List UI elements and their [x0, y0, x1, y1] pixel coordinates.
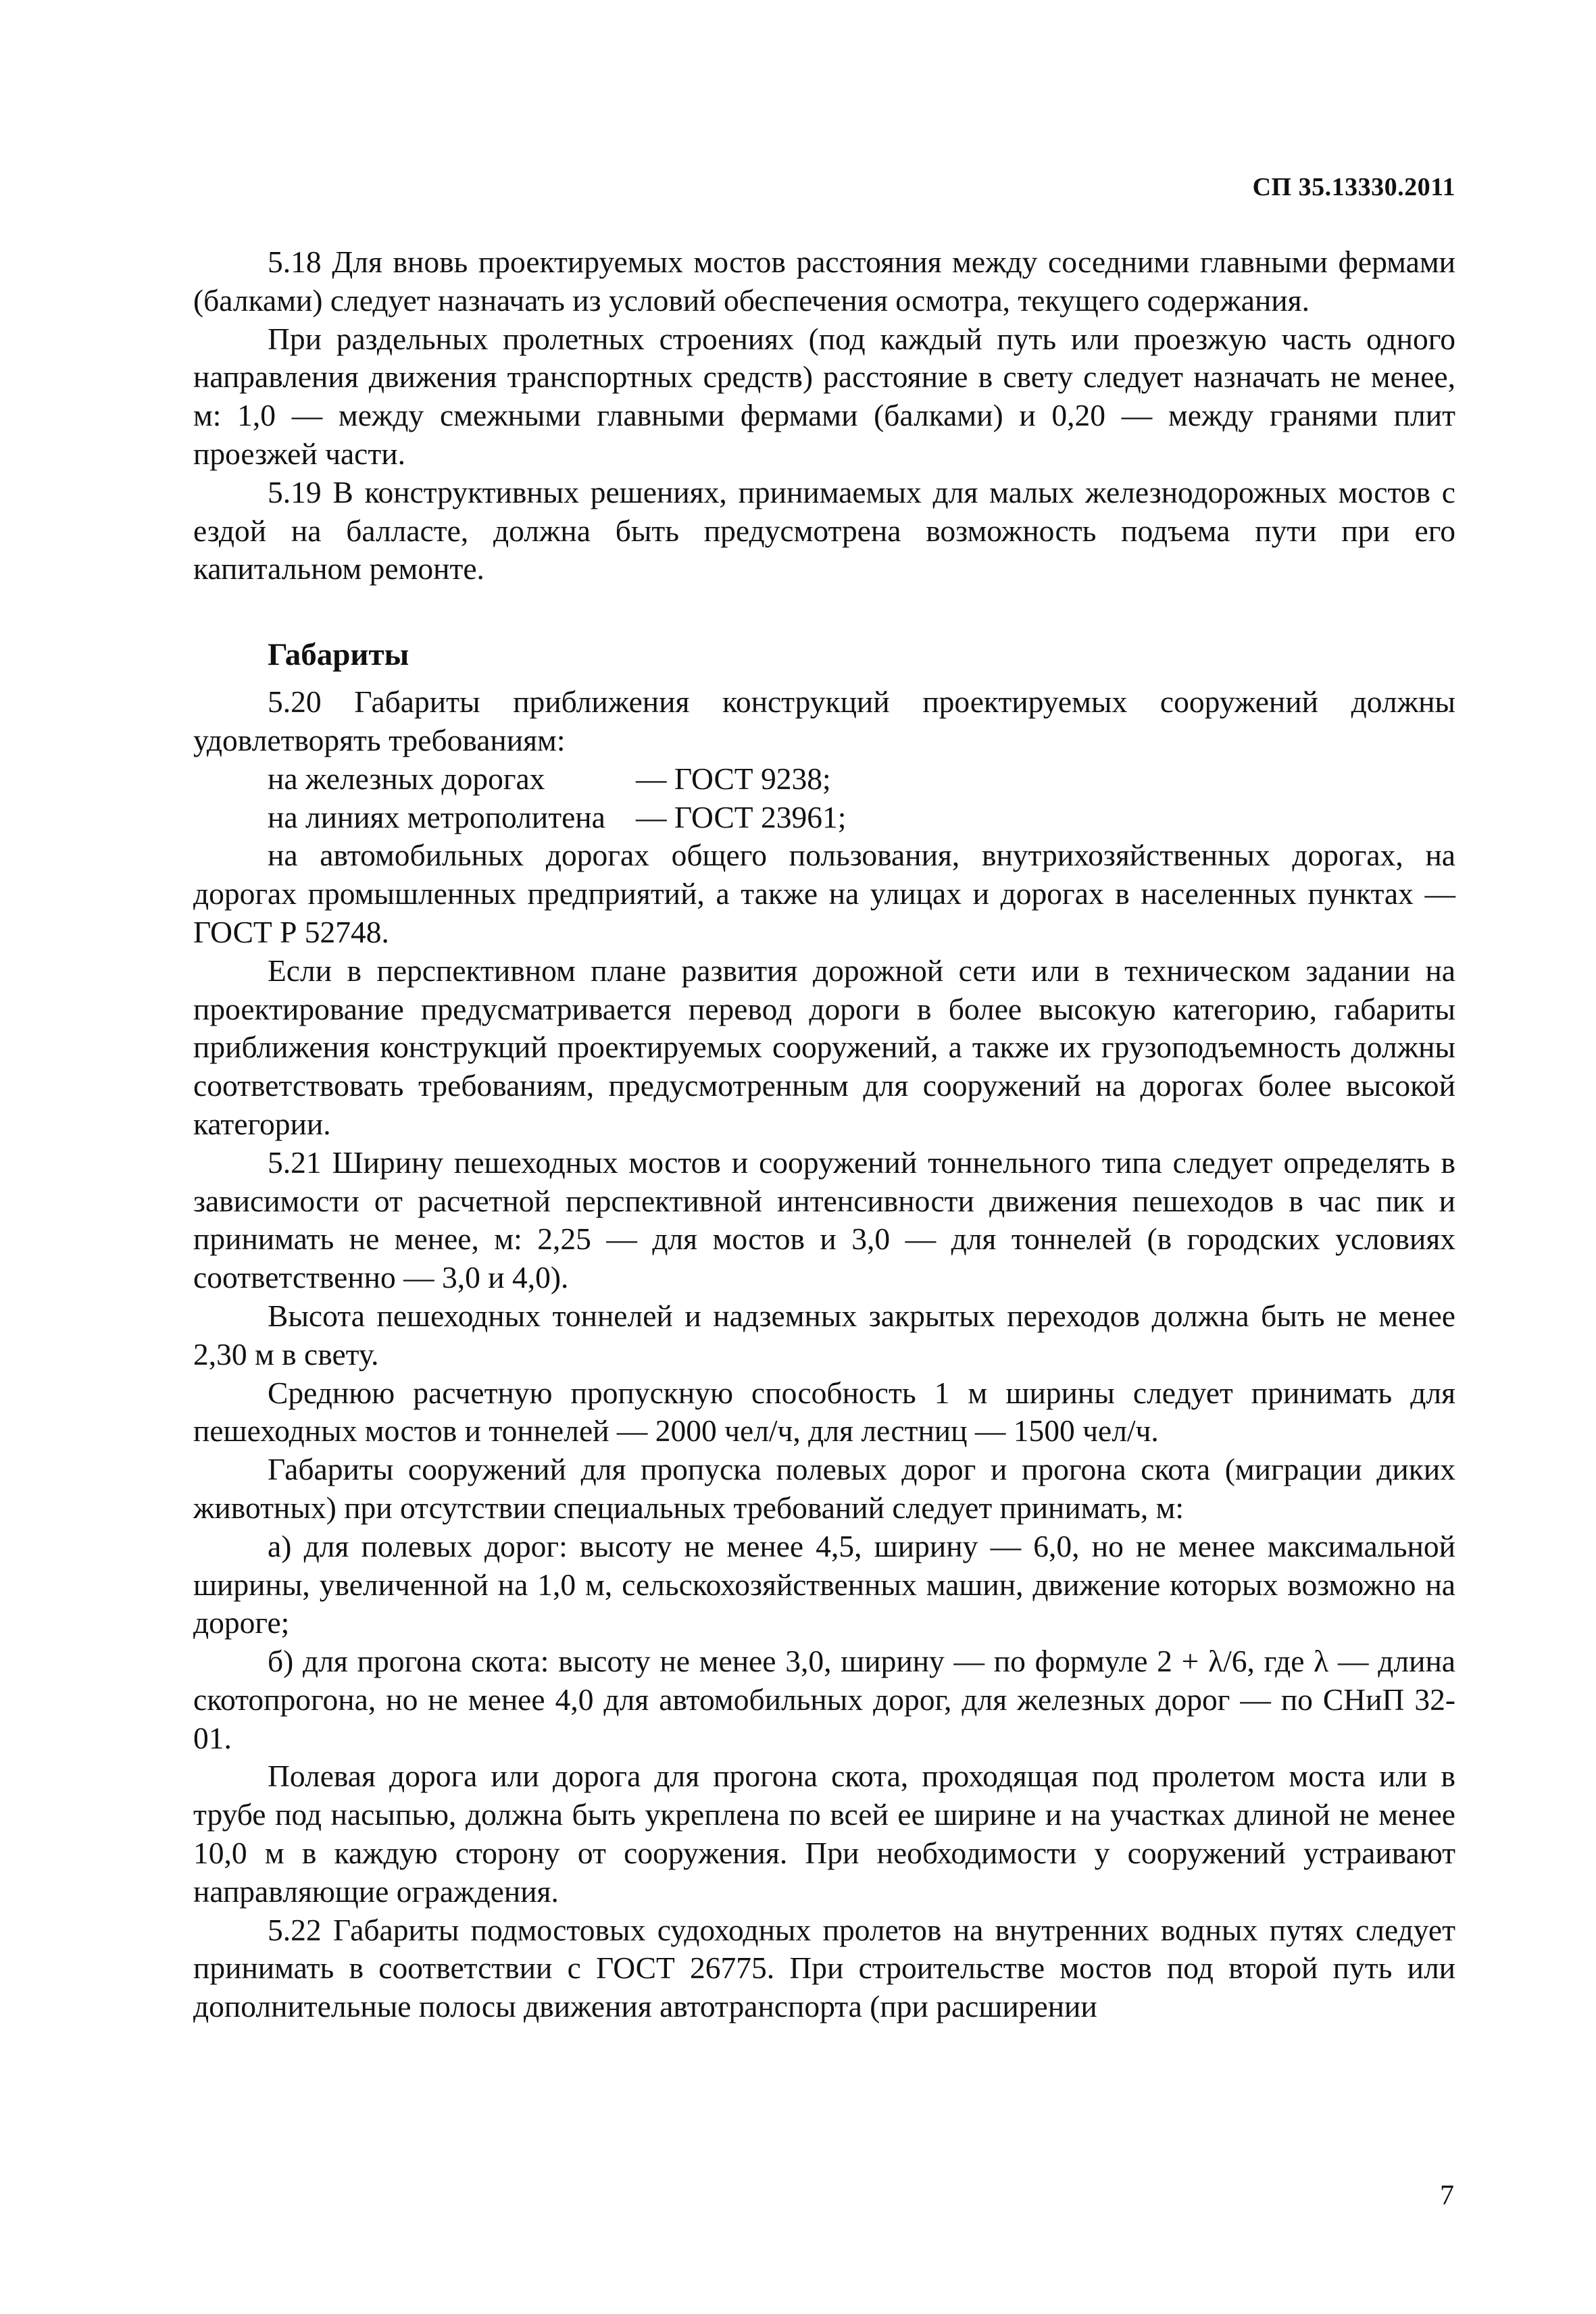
paragraph-5-21: 5.21 Ширину пешеходных мостов и сооружений тоннельного типа следует определять в зависимости от расчетной перспективной интенсивности движения пешеходов в час пик и принимать не менее, м: 2,25 — для мостов и 3,0 — для тоннелей (в городских условиях соответственно — 3,0 и 4,0). [193, 1145, 1455, 1295]
gost-row-value: — ГОСТ 9238; [636, 761, 831, 796]
gost-row-value: — ГОСТ 23961; [636, 799, 847, 834]
paragraph-item-a: а) для полевых дорог: высоту не менее 4,5, ширину — 6,0, но не менее максимальной ширины, увеличенной на 1,0 м, сельскохозяйственных машин, движение которых возможно на дороге; [193, 1528, 1455, 1640]
section-heading-gabarity: Габариты [268, 637, 409, 673]
paragraph-perspective-plan: Если в перспективном плане развития дорожной сети или в техническом задании на проектирование предусматривается перевод дороги в более высокую категорию, габариты приближения конструкций проектируемых сооружений, а также их грузоподъемность должны соответствовать требованиям, предусмотренным для сооружений на дорогах более высокой категории. [193, 953, 1455, 1141]
gost-row-label: на железных дорогах [268, 761, 545, 796]
gost-row-label: на линиях метрополитена [268, 799, 605, 834]
paragraph-5-19: 5.19 В конструктивных решениях, принимаемых для малых железнодорожных мостов с ездой на балласте, должна быть предусмотрена возможность подъема пути при его капитальном ремонте. [193, 474, 1455, 586]
paragraph-5-18: 5.18 Для вновь проектируемых мостов расстояния между соседними главными фермами (балками) следует назначать из условий обеспечения осмотра, текущего содержания. [193, 245, 1455, 318]
document-code-header: СП 35.13330.2011 [1252, 173, 1455, 201]
page-number: 7 [1440, 2180, 1454, 2211]
paragraph-item-b: б) для прогона скота: высоту не менее 3,0, ширину — по формуле 2 + λ/6, где λ — длина скотопрогона, но не менее 4,0 для автомобильных дорог, для железных дорог — по СНиП 32-01. [193, 1644, 1455, 1755]
gost-row-railways [193, 760, 1455, 799]
gost-row-metro [193, 799, 1455, 837]
paragraph-roads-gost: на автомобильных дорогах общего пользования, внутрихозяйственных дорогах, на дорогах промышленных предприятий, а также на улицах и дорогах в населенных пунктах — ГОСТ Р 52748. [193, 838, 1455, 949]
paragraph-5-18-spacing: При раздельных пролетных строениях (под каждый путь или проезжую часть одного направления движения транспортных средств) расстояние в свету следует назначать не менее, м: 1,0 — между смежными главными фермами (балками) и 0,20 — между гранями плит проезжей части. [193, 321, 1455, 471]
paragraph-field-roads: Габариты сооружений для пропуска полевых дорог и прогона скота (миграции диких животных) при отсутствии специальных требований следует принимать, м: [193, 1452, 1455, 1525]
document-body [193, 243, 1455, 2026]
paragraph-reinforcement: Полевая дорога или дорога для прогона скота, проходящая под пролетом моста или в трубе под насыпью, должна быть укреплена по всей ее ширине и на участках длиной не менее 10,0 м в каждую сторону от сооружения. При необходимости у сооружений устраивают направляющие ограждения. [193, 1759, 1455, 1909]
paragraph-5-22: 5.22 Габариты подмостовых судоходных пролетов на внутренних водных путях следует принимать в соответствии с ГОСТ 26775. При строительстве мостов под второй путь или дополнительные полосы движения автотранспорта (при расширении [193, 1912, 1455, 2024]
paragraph-throughput: Среднюю расчетную пропускную способность 1 м ширины следует принимать для пешеходных мостов и тоннелей — 2000 чел/ч, для лестниц — 1500 чел/ч. [193, 1375, 1455, 1449]
paragraph-5-20: 5.20 Габариты приближения конструкций проектируемых сооружений должны удовлетворять требованиям: [193, 684, 1455, 757]
paragraph-tunnel-height: Высота пешеходных тоннелей и надземных закрытых переходов должна быть не менее 2,30 м в свету. [193, 1298, 1455, 1372]
